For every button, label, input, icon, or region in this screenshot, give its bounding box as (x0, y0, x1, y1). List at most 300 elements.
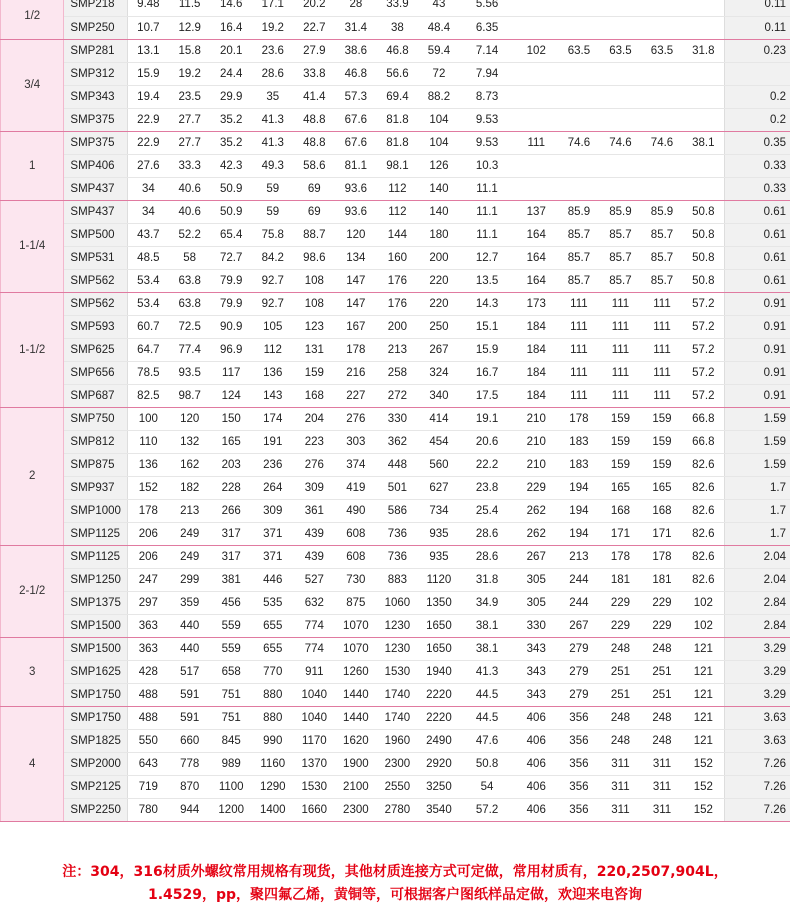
value-cell: 632 (294, 591, 336, 614)
value-cell: 182 (169, 476, 211, 499)
value-cell: 229 (514, 476, 558, 499)
value-cell: 67.6 (335, 108, 377, 131)
value-cell: 770 (252, 660, 294, 683)
value-cell: 69 (294, 200, 336, 223)
value-cell: 550 (127, 729, 169, 752)
value-cell: 229 (641, 591, 683, 614)
value-cell: 171 (641, 522, 683, 545)
value-cell: 27.7 (169, 108, 211, 131)
value-cell (641, 154, 683, 177)
table-row (1, 108, 790, 131)
value-cell: 58 (169, 246, 211, 269)
value-cell: 248 (600, 729, 642, 752)
weight-cell: 1.7 (724, 499, 790, 522)
value-cell: 1040 (294, 706, 336, 729)
value-cell: 488 (127, 683, 169, 706)
weight-cell: 3.63 (724, 729, 790, 752)
value-cell (683, 62, 725, 85)
value-cell (514, 154, 558, 177)
value-cell: 117 (210, 361, 252, 384)
value-cell: 244 (558, 568, 600, 591)
value-cell: 439 (294, 545, 336, 568)
value-cell: 50.8 (683, 269, 725, 292)
model-cell: SMP687 (64, 384, 127, 407)
value-cell: 168 (294, 384, 336, 407)
weight-cell: 0.61 (724, 200, 790, 223)
value-cell: 220 (418, 269, 460, 292)
value-cell: 730 (335, 568, 377, 591)
value-cell: 309 (294, 476, 336, 499)
table-row (1, 706, 790, 729)
value-cell: 111 (558, 315, 600, 338)
value-cell: 112 (252, 338, 294, 361)
value-cell: 69 (294, 177, 336, 200)
model-cell: SMP375 (64, 108, 127, 131)
value-cell: 227 (335, 384, 377, 407)
value-cell: 126 (418, 154, 460, 177)
value-cell: 178 (558, 407, 600, 430)
value-cell: 183 (558, 453, 600, 476)
value-cell (514, 85, 558, 108)
value-cell (683, 16, 725, 39)
value-cell: 299 (169, 568, 211, 591)
value-cell: 22.9 (127, 108, 169, 131)
weight-cell: 1.7 (724, 522, 790, 545)
value-cell: 38 (377, 16, 419, 39)
value-cell: 121 (683, 660, 725, 683)
model-cell: SMP375 (64, 131, 127, 154)
value-cell: 559 (210, 637, 252, 660)
value-cell: 93.6 (335, 177, 377, 200)
value-cell: 206 (127, 545, 169, 568)
value-cell: 74.6 (641, 131, 683, 154)
value-cell: 734 (418, 499, 460, 522)
value-cell: 381 (210, 568, 252, 591)
value-cell (514, 108, 558, 131)
value-cell: 356 (558, 706, 600, 729)
table-row (1, 338, 790, 361)
value-cell: 419 (335, 476, 377, 499)
value-cell: 591 (169, 683, 211, 706)
value-cell: 102 (514, 39, 558, 62)
value-cell: 47.6 (460, 729, 515, 752)
model-cell: SMP312 (64, 62, 127, 85)
value-cell (641, 16, 683, 39)
value-cell: 20.2 (294, 0, 336, 16)
value-cell (683, 0, 725, 16)
value-cell: 50.9 (210, 177, 252, 200)
value-cell: 57.2 (683, 315, 725, 338)
value-cell: 311 (641, 798, 683, 821)
table-row (1, 131, 790, 154)
value-cell: 204 (294, 407, 336, 430)
value-cell: 361 (294, 499, 336, 522)
value-cell: 248 (641, 706, 683, 729)
value-cell: 178 (127, 499, 169, 522)
spec-table-body (1, 0, 790, 821)
value-cell: 1170 (294, 729, 336, 752)
table-row (1, 683, 790, 706)
value-cell: 248 (641, 637, 683, 660)
value-cell: 251 (641, 683, 683, 706)
value-cell: 990 (252, 729, 294, 752)
value-cell: 171 (600, 522, 642, 545)
value-cell (683, 108, 725, 131)
value-cell: 374 (335, 453, 377, 476)
model-cell: SMP1125 (64, 545, 127, 568)
value-cell: 57.3 (335, 85, 377, 108)
value-cell: 85.7 (600, 223, 642, 246)
value-cell: 1350 (418, 591, 460, 614)
value-cell: 105 (252, 315, 294, 338)
value-cell: 3250 (418, 775, 460, 798)
value-cell: 111 (600, 292, 642, 315)
value-cell: 1620 (335, 729, 377, 752)
value-cell: 330 (377, 407, 419, 430)
value-cell: 28.6 (460, 545, 515, 568)
value-cell: 102 (683, 591, 725, 614)
value-cell: 236 (252, 453, 294, 476)
value-cell: 56.6 (377, 62, 419, 85)
value-cell: 244 (558, 591, 600, 614)
value-cell: 50.8 (460, 752, 515, 775)
value-cell: 81.1 (335, 154, 377, 177)
value-cell (600, 62, 642, 85)
value-cell: 57.2 (683, 384, 725, 407)
weight-cell: 0.11 (724, 16, 790, 39)
value-cell: 72 (418, 62, 460, 85)
value-cell (683, 85, 725, 108)
value-cell: 82.6 (683, 476, 725, 499)
value-cell: 324 (418, 361, 460, 384)
value-cell: 1260 (335, 660, 377, 683)
value-cell: 258 (377, 361, 419, 384)
value-cell (558, 16, 600, 39)
value-cell: 19.2 (169, 62, 211, 85)
value-cell (641, 85, 683, 108)
value-cell: 223 (294, 430, 336, 453)
value-cell: 121 (683, 729, 725, 752)
value-cell: 303 (335, 430, 377, 453)
value-cell: 608 (335, 545, 377, 568)
model-cell: SMP2000 (64, 752, 127, 775)
model-cell: SMP625 (64, 338, 127, 361)
value-cell: 363 (127, 637, 169, 660)
value-cell: 69.4 (377, 85, 419, 108)
value-cell: 88.2 (418, 85, 460, 108)
value-cell: 57.2 (683, 338, 725, 361)
value-cell: 213 (377, 338, 419, 361)
value-cell: 14.6 (210, 0, 252, 16)
value-cell: 911 (294, 660, 336, 683)
value-cell: 262 (514, 499, 558, 522)
value-cell: 65.4 (210, 223, 252, 246)
value-cell: 2920 (418, 752, 460, 775)
value-cell: 406 (514, 798, 558, 821)
value-cell: 160 (377, 246, 419, 269)
value-cell: 50.8 (683, 246, 725, 269)
value-cell: 228 (210, 476, 252, 499)
value-cell: 92.7 (252, 292, 294, 315)
value-cell: 137 (514, 200, 558, 223)
value-cell: 111 (641, 338, 683, 361)
value-cell: 317 (210, 522, 252, 545)
value-cell (683, 177, 725, 200)
value-cell: 28.6 (252, 62, 294, 85)
model-cell: SMP281 (64, 39, 127, 62)
value-cell: 448 (377, 453, 419, 476)
value-cell: 174 (252, 407, 294, 430)
value-cell: 111 (558, 338, 600, 361)
value-cell: 9.53 (460, 131, 515, 154)
value-cell: 84.2 (252, 246, 294, 269)
size-cell: 3/4 (1, 39, 64, 131)
table-row (1, 85, 790, 108)
value-cell: 210 (514, 407, 558, 430)
size-cell: 1/2 (1, 0, 64, 39)
value-cell: 28 (335, 0, 377, 16)
value-cell: 98.6 (294, 246, 336, 269)
value-cell: 38.1 (683, 131, 725, 154)
value-cell: 75.8 (252, 223, 294, 246)
value-cell: 875 (335, 591, 377, 614)
value-cell: 111 (558, 361, 600, 384)
table-row (1, 39, 790, 62)
model-cell: SMP1000 (64, 499, 127, 522)
value-cell: 845 (210, 729, 252, 752)
value-cell: 194 (558, 476, 600, 499)
table-row (1, 545, 790, 568)
value-cell: 1070 (335, 614, 377, 637)
value-cell: 180 (418, 223, 460, 246)
value-cell: 66.8 (683, 430, 725, 453)
value-cell: 17.5 (460, 384, 515, 407)
value-cell: 38.6 (335, 39, 377, 62)
value-cell: 159 (641, 453, 683, 476)
value-cell: 210 (514, 453, 558, 476)
value-cell: 406 (514, 775, 558, 798)
value-cell: 1160 (252, 752, 294, 775)
table-row (1, 407, 790, 430)
value-cell: 272 (377, 384, 419, 407)
value-cell: 35 (252, 85, 294, 108)
model-cell: SMP2250 (64, 798, 127, 821)
value-cell: 41.4 (294, 85, 336, 108)
value-cell: 59 (252, 177, 294, 200)
value-cell: 362 (377, 430, 419, 453)
value-cell: 82.5 (127, 384, 169, 407)
value-cell: 40.6 (169, 177, 211, 200)
weight-cell: 7.26 (724, 798, 790, 821)
value-cell: 989 (210, 752, 252, 775)
value-cell: 880 (252, 706, 294, 729)
value-cell: 15.8 (169, 39, 211, 62)
value-cell: 643 (127, 752, 169, 775)
value-cell: 9.48 (127, 0, 169, 16)
value-cell: 136 (252, 361, 294, 384)
model-cell: SMP437 (64, 177, 127, 200)
value-cell: 11.1 (460, 223, 515, 246)
value-cell: 159 (294, 361, 336, 384)
value-cell: 66.8 (683, 407, 725, 430)
table-row (1, 522, 790, 545)
value-cell: 267 (418, 338, 460, 361)
value-cell: 181 (600, 568, 642, 591)
value-cell: 7.94 (460, 62, 515, 85)
weight-cell: 3.29 (724, 660, 790, 683)
value-cell: 2780 (377, 798, 419, 821)
value-cell: 880 (252, 683, 294, 706)
value-cell: 203 (210, 453, 252, 476)
value-cell: 356 (558, 729, 600, 752)
value-cell: 23.6 (252, 39, 294, 62)
value-cell: 120 (335, 223, 377, 246)
value-cell: 35.2 (210, 131, 252, 154)
value-cell: 168 (641, 499, 683, 522)
value-cell: 1230 (377, 637, 419, 660)
value-cell: 48.8 (294, 108, 336, 131)
value-cell: 1070 (335, 637, 377, 660)
value-cell: 121 (683, 683, 725, 706)
value-cell: 439 (294, 522, 336, 545)
table-row (1, 637, 790, 660)
value-cell: 736 (377, 545, 419, 568)
value-cell: 178 (600, 545, 642, 568)
value-cell: 27.9 (294, 39, 336, 62)
value-cell: 248 (600, 706, 642, 729)
value-cell: 220 (418, 292, 460, 315)
value-cell: 10.7 (127, 16, 169, 39)
model-cell: SMP343 (64, 85, 127, 108)
value-cell: 82.6 (683, 522, 725, 545)
value-cell: 96.9 (210, 338, 252, 361)
value-cell: 41.3 (252, 131, 294, 154)
value-cell: 42.3 (210, 154, 252, 177)
value-cell: 2550 (377, 775, 419, 798)
table-row (1, 430, 790, 453)
value-cell: 213 (558, 545, 600, 568)
value-cell: 111 (558, 292, 600, 315)
value-cell: 560 (418, 453, 460, 476)
value-cell: 38.1 (460, 614, 515, 637)
table-row (1, 614, 790, 637)
value-cell: 517 (169, 660, 211, 683)
value-cell: 102 (683, 614, 725, 637)
value-cell (641, 108, 683, 131)
value-cell: 229 (641, 614, 683, 637)
value-cell: 935 (418, 545, 460, 568)
value-cell: 31.8 (683, 39, 725, 62)
value-cell: 250 (418, 315, 460, 338)
value-cell: 2300 (377, 752, 419, 775)
value-cell: 1650 (418, 614, 460, 637)
value-cell: 14.3 (460, 292, 515, 315)
size-cell: 1 (1, 131, 64, 200)
model-cell: SMP2125 (64, 775, 127, 798)
value-cell: 340 (418, 384, 460, 407)
value-cell (641, 62, 683, 85)
value-cell: 343 (514, 683, 558, 706)
value-cell: 3540 (418, 798, 460, 821)
model-cell: SMP875 (64, 453, 127, 476)
value-cell: 164 (514, 246, 558, 269)
value-cell: 111 (600, 384, 642, 407)
value-cell: 140 (418, 177, 460, 200)
footnote (0, 861, 790, 907)
value-cell: 74.6 (600, 131, 642, 154)
weight-cell: 3.63 (724, 706, 790, 729)
weight-cell: 1.59 (724, 407, 790, 430)
value-cell: 85.7 (558, 246, 600, 269)
value-cell: 200 (377, 315, 419, 338)
value-cell: 20.1 (210, 39, 252, 62)
value-cell: 111 (641, 361, 683, 384)
table-row (1, 154, 790, 177)
value-cell: 1740 (377, 683, 419, 706)
value-cell: 100 (127, 407, 169, 430)
model-cell: SMP531 (64, 246, 127, 269)
value-cell: 247 (127, 568, 169, 591)
value-cell: 210 (514, 430, 558, 453)
value-cell: 22.2 (460, 453, 515, 476)
value-cell (641, 0, 683, 16)
value-cell: 124 (210, 384, 252, 407)
value-cell: 2490 (418, 729, 460, 752)
table-row (1, 729, 790, 752)
value-cell: 152 (683, 775, 725, 798)
model-cell: SMP812 (64, 430, 127, 453)
value-cell: 31.8 (460, 568, 515, 591)
size-cell: 1-1/4 (1, 200, 64, 292)
value-cell: 111 (600, 315, 642, 338)
value-cell: 2300 (335, 798, 377, 821)
table-row (1, 223, 790, 246)
model-cell: SMP437 (64, 200, 127, 223)
value-cell: 608 (335, 522, 377, 545)
value-cell: 41.3 (460, 660, 515, 683)
value-cell: 535 (252, 591, 294, 614)
value-cell: 85.9 (641, 200, 683, 223)
value-cell: 164 (514, 269, 558, 292)
value-cell: 719 (127, 775, 169, 798)
value-cell: 184 (514, 315, 558, 338)
weight-cell: 0.61 (724, 223, 790, 246)
value-cell: 311 (641, 775, 683, 798)
value-cell: 104 (418, 108, 460, 131)
value-cell (558, 177, 600, 200)
value-cell: 13.1 (127, 39, 169, 62)
value-cell: 317 (210, 545, 252, 568)
value-cell: 167 (335, 315, 377, 338)
value-cell: 49.3 (252, 154, 294, 177)
value-cell: 440 (169, 637, 211, 660)
value-cell: 108 (294, 269, 336, 292)
value-cell: 428 (127, 660, 169, 683)
value-cell: 23.5 (169, 85, 211, 108)
value-cell: 488 (127, 706, 169, 729)
value-cell: 216 (335, 361, 377, 384)
value-cell: 111 (600, 338, 642, 361)
table-row (1, 0, 790, 16)
value-cell: 206 (127, 522, 169, 545)
value-cell: 251 (641, 660, 683, 683)
value-cell: 79.9 (210, 269, 252, 292)
value-cell: 63.5 (600, 39, 642, 62)
weight-cell: 0.61 (724, 246, 790, 269)
value-cell: 20.6 (460, 430, 515, 453)
value-cell: 627 (418, 476, 460, 499)
value-cell: 1940 (418, 660, 460, 683)
